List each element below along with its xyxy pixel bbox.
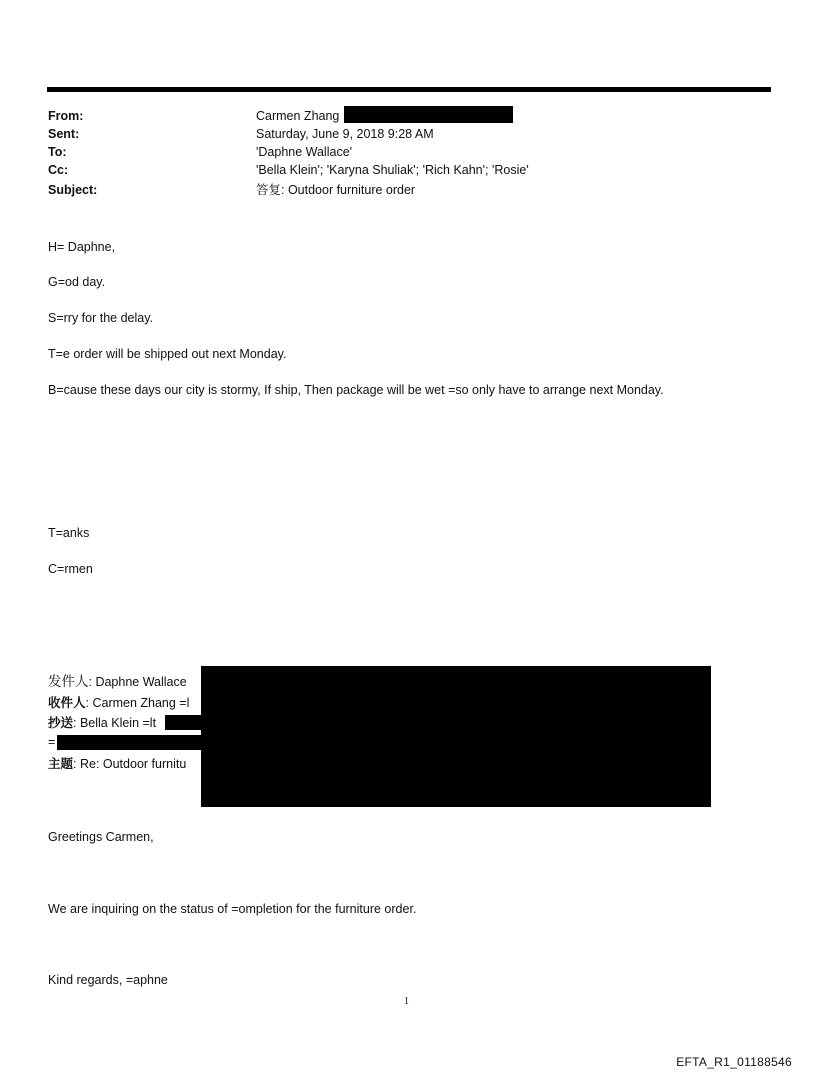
cc-label: Cc:: [48, 163, 69, 177]
quoted-subject-value: : Re: Outdoor furnitu: [73, 757, 187, 771]
sent-label: Sent:: [48, 127, 80, 141]
header-rule: [47, 87, 771, 92]
body-line: T=e order will be shipped out next Monday.: [48, 347, 287, 361]
quoted-from-label: 发件人: [48, 674, 89, 689]
quoted-from: [48, 672, 187, 692]
quoted-from-value: : Daphne Wallace: [88, 675, 187, 689]
subject-label: Subject:: [48, 183, 98, 197]
quoted-closing: Kind regards, =aphne: [48, 973, 168, 987]
quoted-cc: [48, 713, 156, 733]
quoted-cc-continued-value: =: [48, 735, 56, 749]
quoted-to-value: : Carmen Zhang =l: [85, 696, 190, 710]
quoted-cc-value: : Bella Klein =lt: [73, 716, 157, 730]
cc-row: [48, 161, 68, 179]
to-value: 'Daphne Wallace': [256, 145, 353, 159]
to-row: [48, 143, 67, 161]
quoted-message: We are inquiring on the status of =ompletion for the furniture order.: [48, 902, 417, 916]
quoted-subject-label: 主题: [48, 757, 74, 771]
bates-number: EFTA_R1_01188546: [676, 1055, 792, 1069]
redaction-block: [165, 715, 201, 730]
sent-row: [48, 125, 79, 143]
body-line: B=cause these days our city is stormy, If ship, Then package will be wet =so only have to arrange next Monday.: [48, 383, 664, 397]
from-value: Carmen Zhang: [256, 109, 340, 123]
page-number: 1: [404, 996, 409, 1007]
subject-row: [48, 181, 97, 199]
quoted-to-label: 收件人: [48, 696, 86, 710]
redaction-block: [201, 666, 711, 807]
signature: C=rmen: [48, 562, 93, 576]
thanks-line: T=anks: [48, 526, 90, 540]
from-row: [48, 107, 83, 125]
quoted-greeting: Greetings Carmen,: [48, 830, 154, 844]
to-label: To:: [48, 145, 67, 159]
subject-value: 答复: Outdoor furniture order: [256, 183, 416, 197]
redaction-block: [57, 735, 201, 750]
from-label: From:: [48, 109, 84, 123]
redaction-block: [344, 106, 513, 123]
body-line: H= Daphne,: [48, 240, 116, 254]
quoted-subject: [48, 754, 186, 774]
quoted-cc-continued: [48, 732, 55, 752]
quoted-to: [48, 693, 189, 713]
body-line: S=rry for the delay.: [48, 311, 154, 325]
sent-value: Saturday, June 9, 2018 9:28 AM: [256, 127, 434, 141]
cc-value: 'Bella Klein'; 'Karyna Shuliak'; 'Rich Kahn'; 'Rosie': [256, 163, 529, 177]
body-line: G=od day.: [48, 275, 106, 289]
quoted-cc-label: 抄送: [48, 716, 74, 730]
